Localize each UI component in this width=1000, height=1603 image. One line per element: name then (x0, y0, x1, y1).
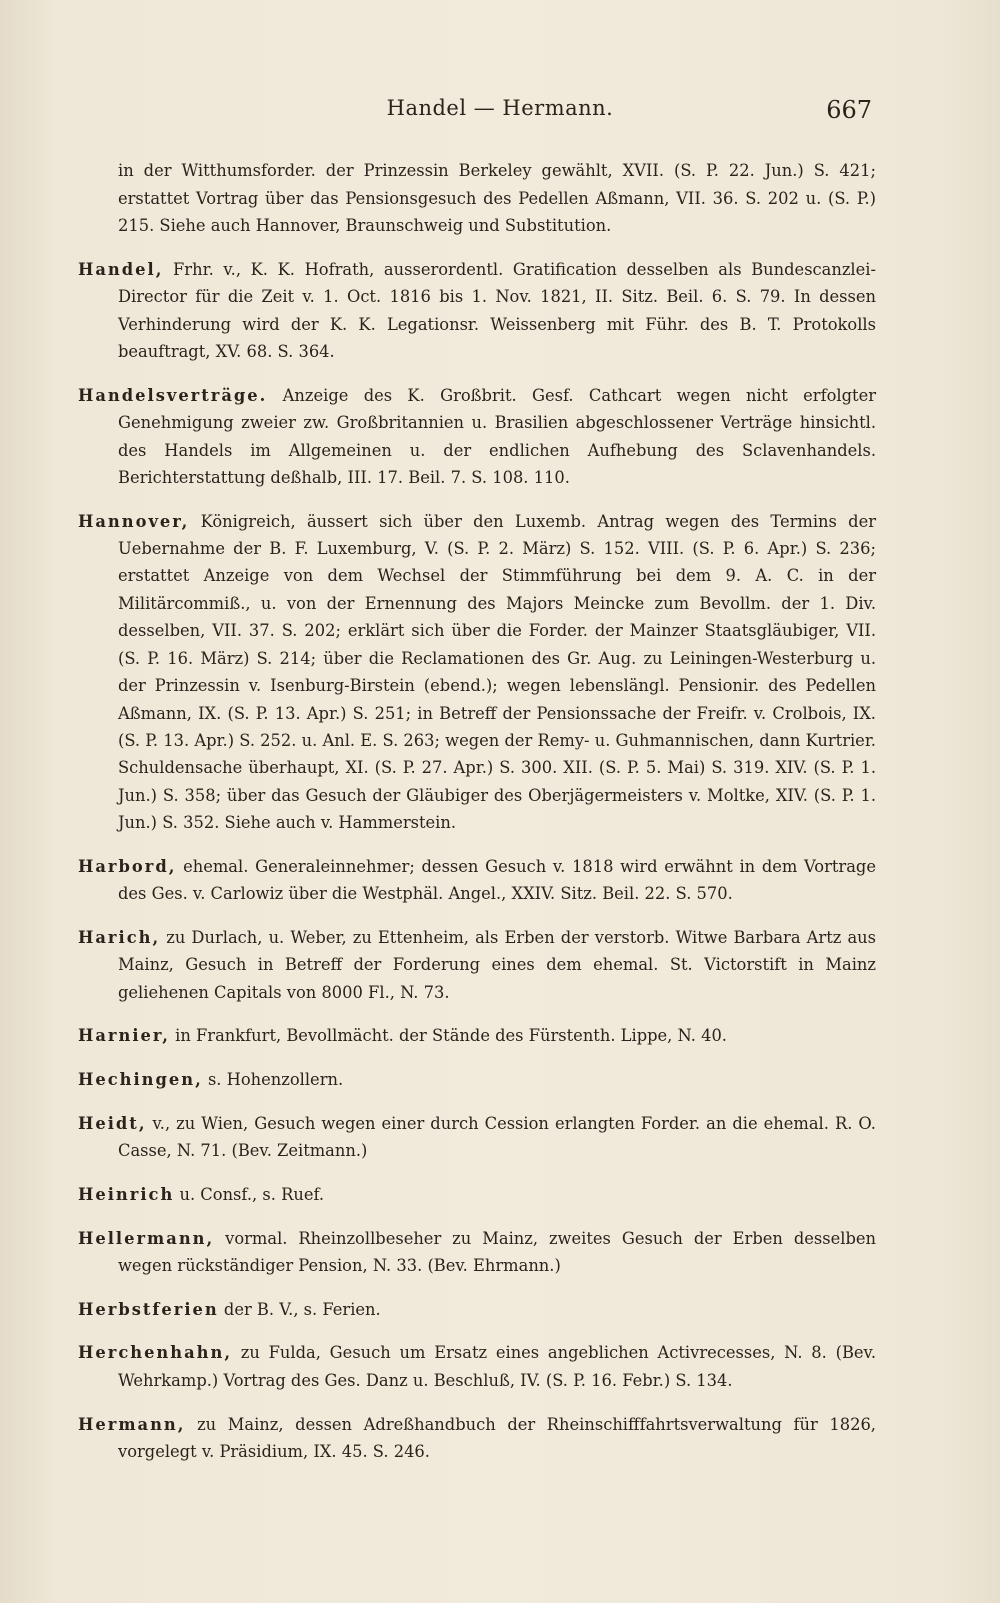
entry-text: s. Hohenzollern. (207, 1070, 344, 1090)
entry-headword: Hellermann, (78, 1228, 215, 1248)
entry-text: Anzeige des K. Großbrit. Gesf. Cathcart wegen nicht erfolgter Genehmigung zweier zw. Großbritannien u. Brasilien abgeschlossener Verträge hinsichtl. des Handels im Allgemeinen u. der endlichen Aufhebung des Sclavenhandels. Berichterstattung deßhalb, III. 17. Beil. 7. S. 108. 110. (118, 385, 876, 487)
entry-headword: Heinrich (78, 1184, 175, 1204)
index-entry (78, 924, 876, 1006)
index-entry (78, 508, 876, 837)
index-entry (78, 1296, 876, 1323)
entry-headword: Handelsverträge. (78, 385, 268, 405)
entry-headword: Herbstferien (78, 1299, 219, 1319)
entry-headword: Harbord, (78, 856, 177, 876)
index-entries (78, 141, 876, 1473)
entry-text: in Frankfurt, Bevollmächt. der Stände des Fürstenth. Lippe, N. 40. (175, 1026, 727, 1046)
entry-text: u. Consf., s. Ruef. (179, 1184, 325, 1204)
entry-text: der B. V., s. Ferien. (223, 1299, 381, 1319)
entry-text: ehemal. Generaleinnehmer; dessen Gesuch v. 1818 wird erwähnt in dem Vortrage des Ges. v. Carlowiz über die Westphäl. Angel., XXIV. Sitz. Beil. 22. S. 570. (118, 856, 876, 904)
index-entry (78, 1339, 876, 1394)
page-header (0, 96, 1000, 130)
running-title: Handel — Hermann. (386, 96, 614, 120)
entry-text: zu Fulda, Gesuch um Ersatz eines angeblichen Activrecesses, N. 8. (Bev. Wehrkamp.) Vortrag des Ges. Danz u. Beschluß, IV. (S. P. 16. Febr.) S. 134. (118, 1343, 876, 1390)
entry-text: zu Durlach, u. Weber, zu Ettenheim, als Erben der verstorb. Witwe Barbara Artz aus Mainz, Gesuch in Betreff der Forderung eines dem ehemal. St. Victorstift in Mainz geliehenen Capitals von 8000 Fl., N. 73. (118, 927, 876, 1002)
index-entry (78, 1225, 876, 1280)
index-entry (78, 1022, 876, 1049)
entry-text: Königreich, äussert sich über den Luxemb. Antrag wegen des Termins der Uebernahme der B. F. Luxemburg, V. (S. P. 2. März) S. 152. VIII. (S. P. 6. Apr.) S. 236; erstattet Anzeige von dem Wechsel der Stimmführung bei dem 9. A. C. in der Militärcommiß., u. von der Ernennung des Majors Meincke zum Bevollm. der 1. Div. desselben, VII. 37. S. 202; erklärt sich über die Forder. der Mainzer Staatsgläubiger, VII. (S. P. 16. März) S. 214; über die Reclamationen des Gr. Aug. zu Leiningen-Westerburg u. der Prinzessin v. Isenburg-Birstein (ebend.); wegen lebenslängl. Pensionir. des Pedellen Aßmann, IX. (S. P. 13. Apr.) S. 251; in Betreff der Pensionssache der Freifr. v. Crolbois, IX. (S. P. 13. Apr.) S. 252. u. Anl. E. S. 263; wegen der Remy- u. Guhmannischen, dann Kurtrier. Schuldensache überhaupt, XI. (S. P. 27. Apr.) S. 300. XII. (S. P. 5. Mai) S. 319. XIV. (S. P. 1. Jun.) S. 358; über das Gesuch der Gläubiger des Oberjägermeisters v. Moltke, XIV. (S. P. 1. Jun.) S. 352. Siehe auch v. Hammerstein. (118, 511, 876, 833)
entry-text: Frhr. v., K. K. Hofrath, ausserordentl. Gratification desselben als Bundescanzlei-Director für die Zeit v. 1. Oct. 1816 bis 1. Nov. 1821, II. Sitz. Beil. 6. S. 79. In dessen Verhinderung wird der K. K. Legationsr. Weissenberg mit Führ. des B. T. Protokolls beauftragt, XV. 68. S. 364. (118, 259, 876, 362)
entry-headword: Hannover, (78, 511, 190, 531)
index-entry (78, 256, 876, 366)
entry-text: zu Mainz, dessen Adreßhandbuch der Rheinschifffahrtsverwaltung für 1826, vorgelegt v. Präsidium, IX. 45. S. 246. (118, 1414, 876, 1461)
index-entry (78, 1411, 876, 1466)
entry-headword: Harnier, (78, 1026, 170, 1046)
entry-headword: Herchenhahn, (78, 1343, 232, 1363)
index-entry (78, 853, 876, 908)
index-entry (78, 157, 876, 239)
entry-text: vormal. Rheinzollbeseher zu Mainz, zweites Gesuch der Erben desselben wegen rückständiger Pension, N. 33. (Bev. Ehrmann.) (118, 1228, 876, 1276)
index-entry (78, 1066, 876, 1093)
entry-headword: Hermann, (78, 1414, 186, 1434)
entry-text: v., zu Wien, Gesuch wegen einer durch Cession erlangten Forder. an die ehemal. R. O. Casse, N. 71. (Bev. Zeitmann.) (118, 1113, 876, 1161)
index-entry (78, 1110, 876, 1165)
entry-headword: Handel, (78, 259, 164, 279)
entry-headword: Hechingen, (78, 1070, 203, 1090)
index-entry (78, 382, 876, 492)
page-number: 667 (826, 96, 872, 124)
index-entry (78, 1181, 876, 1208)
entry-headword: Harich, (78, 927, 161, 947)
entry-headword: Heidt, (78, 1113, 147, 1133)
entry-text: in der Witthumsforder. der Prinzessin Berkeley gewählt, XVII. (S. P. 22. Jun.) S. 421; erstattet Vortrag über das Pensionsgesuch des Pedellen Aßmann, VII. 36. S. 202 u. (S. P.) 215. Siehe auch Hannover, Braunschweig und Substitution. (118, 161, 876, 236)
